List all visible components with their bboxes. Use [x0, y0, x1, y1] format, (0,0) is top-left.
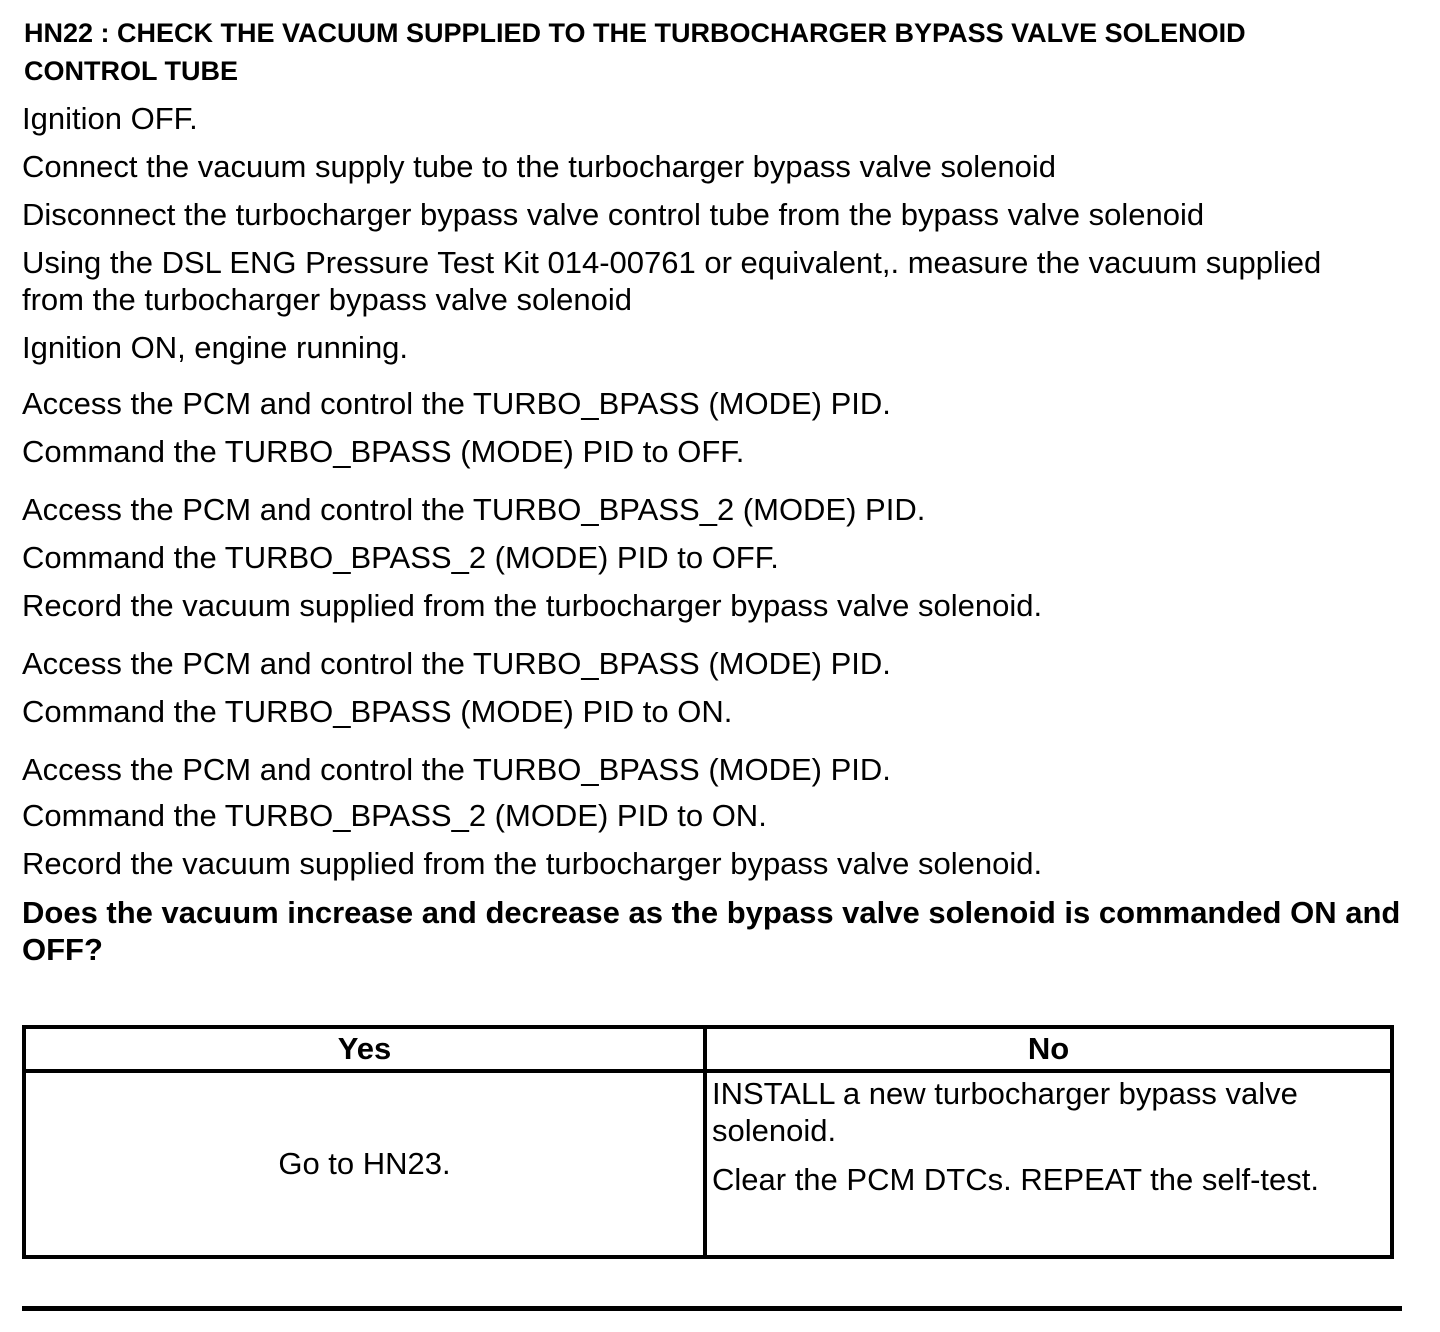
step-connect-supply-tube: Connect the vacuum supply tube to the turbocharger bypass valve solenoid — [22, 149, 1056, 184]
no-header: No — [705, 1027, 1392, 1071]
yes-header: Yes — [24, 1027, 705, 1071]
bottom-divider — [22, 1306, 1402, 1311]
no-actions — [705, 1071, 1392, 1257]
step-disconnect-control-tube: Disconnect the turbocharger bypass valve control tube from the bypass valve solenoid — [22, 197, 1205, 232]
step-record-vacuum-on: Record the vacuum supplied from the turbocharger bypass valve solenoid. — [22, 846, 1043, 881]
decision-question: Does the vacuum increase and decrease as the bypass valve solenoid is commanded ON and OFF? — [22, 895, 1401, 967]
step-access-pcm-bpass: Access the PCM and control the TURBO_BPASS (MODE) PID. — [22, 386, 891, 421]
step-access-pcm-bpass-on-2: Access the PCM and control the TURBO_BPASS (MODE) PID. — [22, 752, 891, 787]
table-header-row — [24, 1027, 1392, 1071]
step-command-bpass-2-off: Command the TURBO_BPASS_2 (MODE) PID to OFF. — [22, 540, 779, 575]
yes-action: Go to HN23. — [24, 1071, 705, 1257]
no-action-clear-dtcs: Clear the PCM DTCs. REPEAT the self-test. — [712, 1162, 1319, 1197]
step-command-bpass-2-on: Command the TURBO_BPASS_2 (MODE) PID to ON. — [22, 798, 767, 833]
step-ignition-on: Ignition ON, engine running. — [22, 330, 409, 365]
table-row — [24, 1071, 1392, 1257]
no-action-install-solenoid: INSTALL a new turbocharger bypass valve solenoid. — [712, 1076, 1298, 1148]
result-table — [22, 1025, 1394, 1259]
step-heading: HN22 : CHECK THE VACUUM SUPPLIED TO THE TURBOCHARGER BYPASS VALVE SOLENOID CONTROL TUBE — [24, 18, 1246, 86]
step-ignition-off: Ignition OFF. — [22, 101, 198, 136]
step-command-bpass-on: Command the TURBO_BPASS (MODE) PID to ON. — [22, 694, 733, 729]
step-measure-vacuum: Using the DSL ENG Pressure Test Kit 014-00761 or equivalent,. measure the vacuum supplied from the turbocharger bypass valve solenoid — [22, 245, 1322, 317]
step-access-pcm-bpass-on: Access the PCM and control the TURBO_BPASS (MODE) PID. — [22, 646, 891, 681]
step-record-vacuum-off: Record the vacuum supplied from the turbocharger bypass valve solenoid. — [22, 588, 1043, 623]
step-command-bpass-off: Command the TURBO_BPASS (MODE) PID to OFF. — [22, 434, 745, 469]
step-access-pcm-bpass-2: Access the PCM and control the TURBO_BPASS_2 (MODE) PID. — [22, 492, 926, 527]
